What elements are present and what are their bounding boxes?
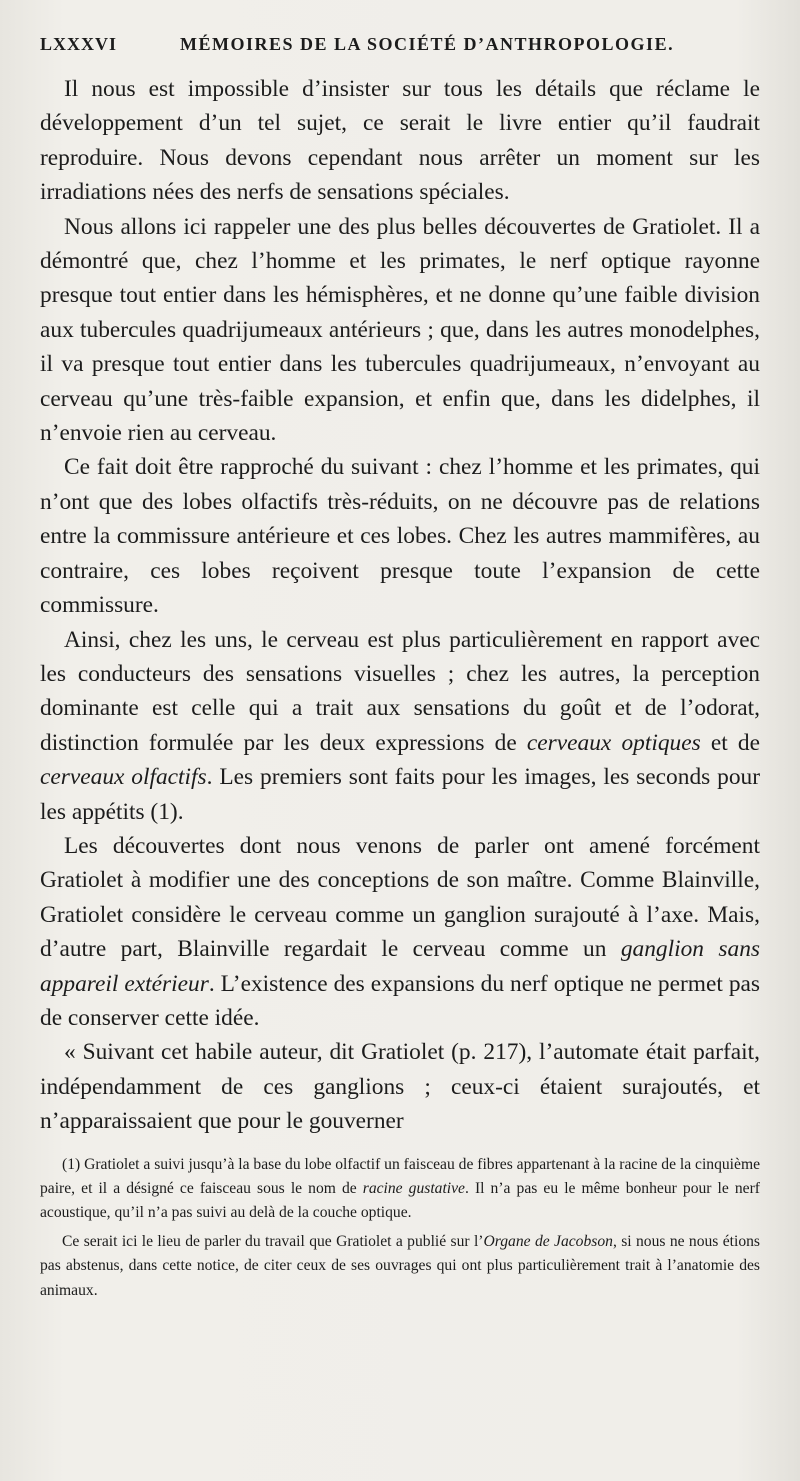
term-cerveaux-olfactifs: cerveaux olfactifs <box>40 764 207 791</box>
running-head: MÉMOIRES DE LA SOCIÉTÉ D’ANTHROPOLOGIE. <box>180 34 675 54</box>
page-number: LXXXVI <box>40 34 118 54</box>
page-header <box>40 34 760 64</box>
paragraph-1: Il nous est impossible d’insister sur tous les détails que réclame le développement d’un tel sujet, ce serait le livre entier qu’il faudrait reproduire. Nous devons cependant nous arrêter un moment sur les irradiations nées des nerfs de sensations spéciales. <box>40 76 760 206</box>
term-cerveaux-optiques: cerveaux optiques <box>526 729 701 756</box>
term-racine-gustative: racine gustative <box>362 1180 465 1197</box>
paragraph-5-text-2: . L’existence des expansions du nerf optique ne permet pas de conserver cette idée. <box>40 970 761 1031</box>
footnote-1-text-1: (1) Gratiolet a suivi jusqu’à la base du lobe olfactif un faisceau de fibres appartenant à la racine de la cinquième paire, et il a désigné ce faisceau sous le nom de <box>40 1155 760 1197</box>
paragraph-4-text-2: et de <box>700 729 761 756</box>
footnote-1-text-2: . Il n’a pas eu le même bonheur pour le nerf acoustique, qu’il n’a pas suivi au delà de la couche optique. <box>40 1180 760 1222</box>
main-text <box>40 72 760 1139</box>
footnotes <box>40 1153 760 1303</box>
term-organe-de-jacobson: Organe de Jacobson <box>483 1232 613 1250</box>
paragraph-4-text-3: . Les premiers sont faits pour les images, les seconds pour les appétits (1). <box>40 764 760 825</box>
paragraph-2: Nous allons ici rappeler une des plus belles découvertes de Gratiolet. Il a démontré que, chez l’homme et les primates, le nerf optique rayonne presque tout entier dans les hémisphères, et ne donne qu’une faible division aux tubercules quadrijumeaux antérieurs ; que, dans les autres monodelphes, il va presque tout entier dans les tubercules quadrijumeaux, n’envoyant au cerveau qu’une très-faible expansion, et enfin que, dans les didelphes, il n’envoie rien au cerveau. <box>40 213 760 447</box>
footnote-2-text-1: Ce serait ici le lieu de parler du travail que Gratiolet a publié sur l’ <box>62 1232 484 1250</box>
footnote-1 <box>40 1153 760 1226</box>
paragraph-6: « Suivant cet habile auteur, dit Gratiolet (p. 217), l’automate était parfait, indépendamment de ces ganglions ; ceux-ci étaient surajoutés, et n’apparaissaient que pour le gouverner <box>40 1039 760 1135</box>
paragraph-3: Ce fait doit être rapproché du suivant : chez l’homme et les primates, qui n’ont que des lobes olfactifs très-réduits, on ne découvre pas de relations entre la commissure antérieure et ces lobes. Chez les autres mammifères, au contraire, ces lobes reçoivent presque toute l’expansion de cette commissure. <box>40 454 760 619</box>
paragraph-4 <box>40 623 760 829</box>
paragraph-5-text-1: Les découvertes dont nous venons de parler ont amené forcément Gratiolet à modifier une des conceptions de son maître. Comme Blainville, Gratiolet considère le cerveau comme un ganglion surajouté à l’axe. Mais, d’autre part, Blainville regardait le cerveau comme un <box>40 832 760 963</box>
paragraph-5 <box>40 829 760 1035</box>
footnote-2-text-2: , si nous ne nous étions pas abstenus, dans cette notice, de citer ceux de ses ouvrages qui ont plus particulièrement trait à l’anatomie des animaux. <box>40 1232 760 1299</box>
term-ganglion-sans-appareil: ganglion sans appareil extérieur <box>40 936 760 997</box>
footnote-2 <box>40 1230 760 1303</box>
paragraph-4-text-1: Ainsi, chez les uns, le cerveau est plus particulièrement en rapport avec les conducteurs des sensations visuelles ; chez les autres, la perception dominante est celle qui a trait aux sensations du goût et de l’odorat, distinction formulée par les deux expressions de <box>40 626 760 756</box>
